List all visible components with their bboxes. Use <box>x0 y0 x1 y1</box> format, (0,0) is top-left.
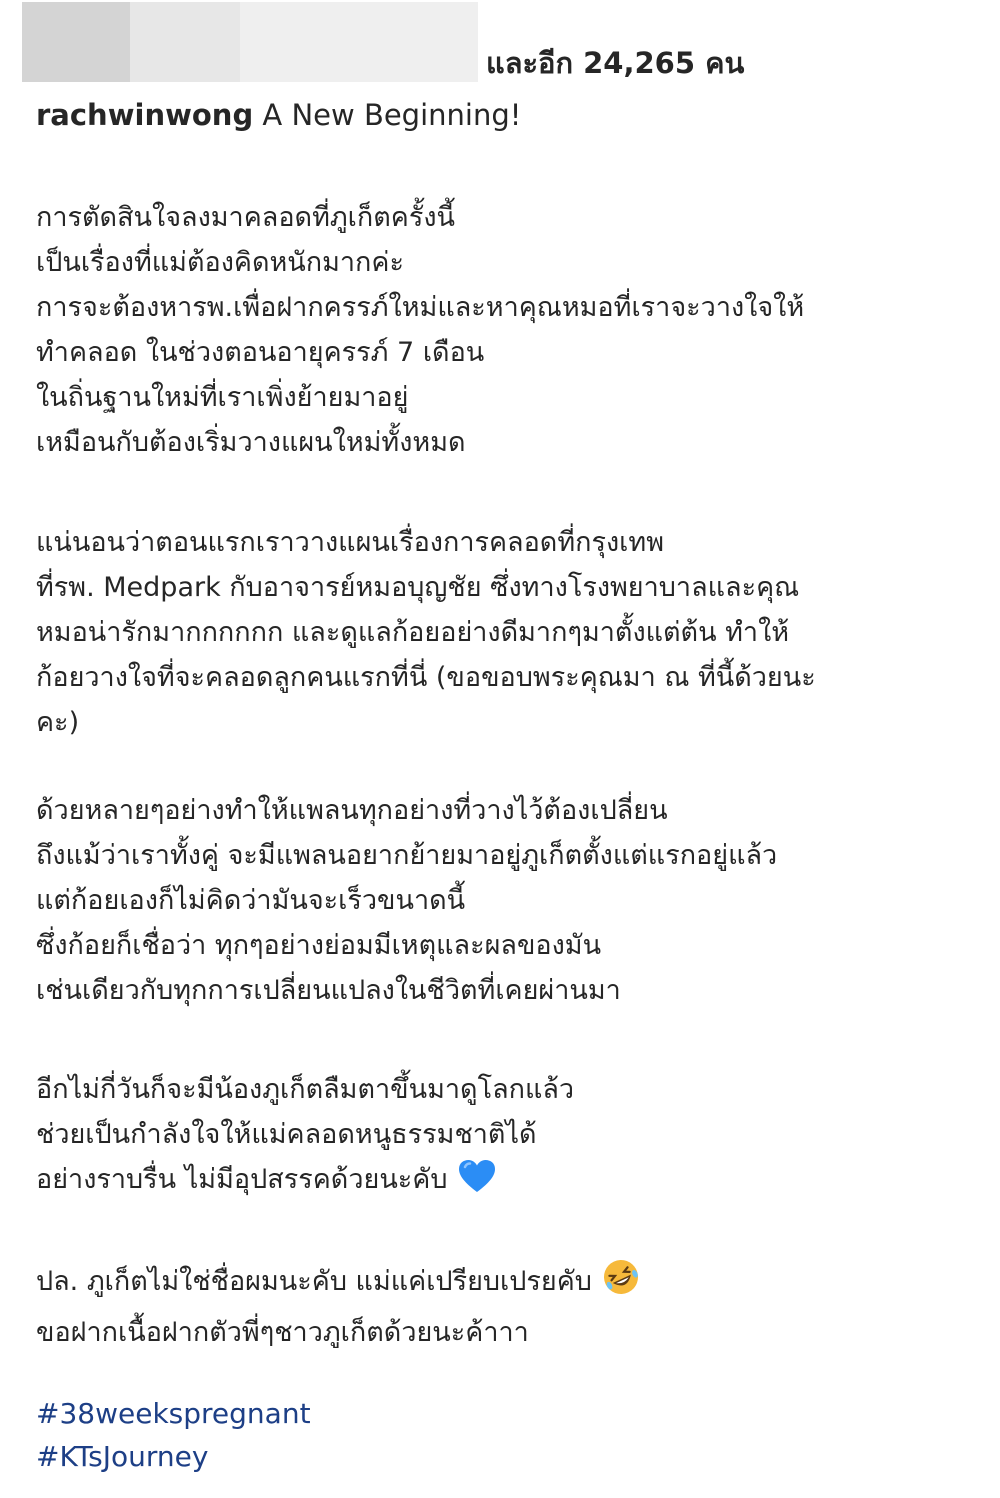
caption-paragraph <box>36 1258 966 1355</box>
likes-count[interactable]: และอีก 24,265 คน <box>486 46 745 80</box>
caption-line-text: อย่างราบรื่น ไม่มีอุปสรรคด้วยนะคับ <box>36 1164 448 1195</box>
caption-paragraph <box>36 1067 966 1208</box>
blurred-username <box>130 2 240 82</box>
caption-line: หมอน่ารักมากกกกกก และดูแลก้อยอย่างดีมากๆมาตั้งแต่ต้น ทำให้ <box>36 617 790 648</box>
caption-line-with-heart <box>36 1157 966 1208</box>
caption-line: เป็นเรื่องที่แม่ต้องคิดหนักมากค่ะ <box>36 247 404 278</box>
hashtag-link[interactable]: #KTsJourney <box>36 1440 209 1473</box>
caption-line: ก้อยวางใจที่จะคลอดลูกคนแรกที่นี่ (ขอขอบพระคุณมา ณ ที่นี้ด้วยนะ <box>36 662 816 693</box>
caption-line-with-emoji <box>36 1258 966 1310</box>
caption-line: ด้วยหลายๆอย่างทำให้แพลนทุกอย่างที่วางไว้ต้องเปลี่ยน <box>36 795 668 826</box>
caption-line: ในถิ่นฐานใหม่ที่เราเพิ่งย้ายมาอยู่ <box>36 382 409 413</box>
caption-line-text: ปล. ภูเก็ตไม่ใช่ชื่อผมนะคับ แม่แค่เปรียบเปรยคับ <box>36 1266 592 1297</box>
caption-line: ขอฝากเนื้อฝากตัวพี่ๆชาวภูเก็ตด้วยนะค้าาา <box>36 1317 529 1348</box>
blue-heart-icon <box>457 1158 497 1208</box>
hashtag-link[interactable]: #38weekspregnant <box>36 1397 311 1430</box>
caption-line: ถึงแม้ว่าเราทั้งคู่ จะมีแพลนอยากย้ายมาอยู่ภูเก็ตตั้งแต่แรกอยู่แล้ว <box>36 840 778 871</box>
likes-bar <box>22 2 762 82</box>
caption-line: ซึ่งก้อยก็เชื่อว่า ทุกๆอย่างย่อมมีเหตุและผลของมัน <box>36 930 602 961</box>
caption-line: แต่ก้อยเองก็ไม่คิดว่ามันจะเร็วขนาดนี้ <box>36 885 466 916</box>
caption-paragraph <box>36 788 966 1013</box>
caption-line: เช่นเดียวกับทุกการเปลี่ยนแปลงในชีวิตที่เคยผ่านมา <box>36 975 621 1006</box>
caption-line: อีกไม่กี่วันก็จะมีน้องภูเก็ตลืมตาขึ้นมาดูโลกแล้ว <box>36 1074 575 1105</box>
caption-line: ที่รพ. Medpark กับอาจารย์หมอบุญชัย ซึ่งทางโรงพยาบาลและคุณ <box>36 572 800 603</box>
caption-line: ทำคลอด ในช่วงตอนอายุครรภ์ 7 เดือน <box>36 337 485 368</box>
caption-paragraph <box>36 195 966 465</box>
username-link[interactable]: rachwinwong <box>36 98 254 132</box>
rolling-laughing-emoji-icon <box>602 1258 640 1310</box>
caption-headline: A New Beginning! <box>262 98 522 132</box>
caption-line: แน่นอนว่าตอนแรกเราวางแผนเรื่องการคลอดที่กรุงเทพ <box>36 527 665 558</box>
caption-line: คะ) <box>36 707 80 738</box>
caption-line: การจะต้องหารพ.เพื่อฝากครรภ์ใหม่และหาคุณหมอที่เราจะวางใจให้ <box>36 292 805 323</box>
caption-header <box>36 98 521 132</box>
blurred-name <box>240 2 478 82</box>
caption-line: เหมือนกับต้องเริ่มวางแผนใหม่ทั้งหมด <box>36 427 466 458</box>
caption-line: ช่วยเป็นกำลังใจให้แม่คลอดหนูธรรมชาติได้ <box>36 1119 537 1150</box>
hashtag-list <box>36 1392 311 1478</box>
caption-line: การตัดสินใจลงมาคลอดที่ภูเก็ตครั้งนี้ <box>36 202 455 233</box>
blurred-avatar <box>22 2 130 82</box>
caption-paragraph <box>36 520 966 745</box>
